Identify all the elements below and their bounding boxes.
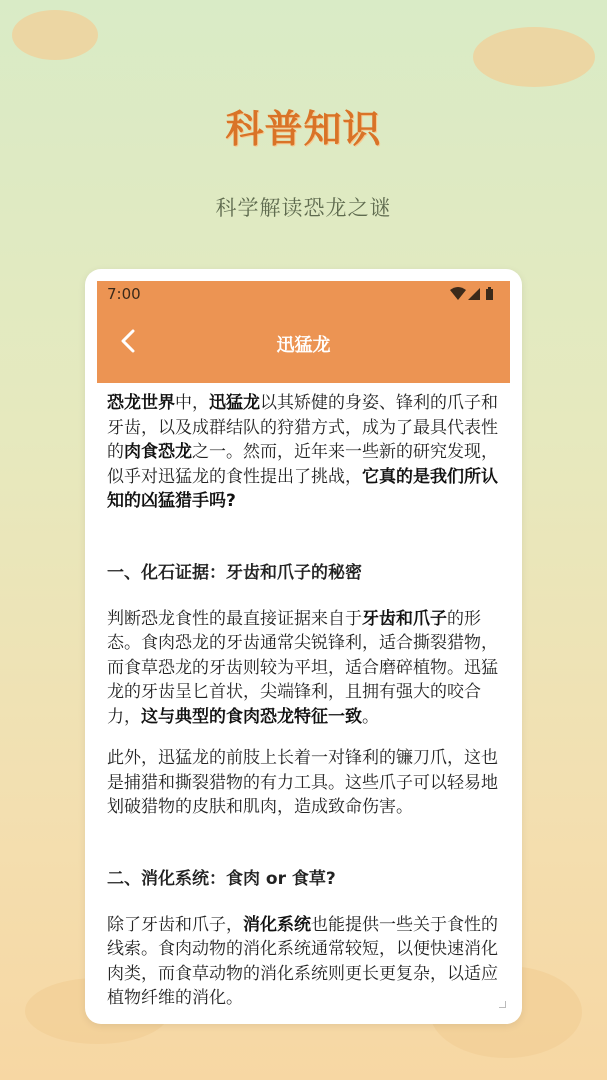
phone-screen: [97, 281, 510, 1012]
hero-title: 科普知识: [225, 107, 382, 151]
wifi-icon: [450, 287, 466, 300]
status-icons: [448, 286, 498, 302]
page-title: 迅猛龙: [276, 335, 331, 356]
section1-paragraph: 判断恐龙食性的最直接证据来自于牙齿和爪子的形态。食肉恐龙的牙齿通常尖锐锋利，适合撕裂猎物，而食草恐龙的牙齿则较为平坦，适合磨碎植物。迅猛龙的牙齿呈匕首状，尖端锋利，且拥有强大的咬合力，这与典型的食肉恐龙特征一致。: [107, 608, 498, 727]
status-bar: [97, 281, 510, 307]
intro-paragraph: 恐龙世界中，迅猛龙以其矫健的身姿、锋利的爪子和牙齿，以及成群结队的狩猎方式，成为了最具代表性的肉食恐龙之一。然而，近年来一些新的研究发现，似乎对迅猛龙的食性提出了挑战，它真的是我们所认知的凶猛猎手吗?: [107, 393, 498, 511]
status-time: 7:00: [107, 285, 141, 303]
section-heading: 一、化石证据：牙齿和爪子的秘密: [107, 562, 362, 583]
section-heading: 二、消化系统：食肉 or 食草?: [107, 868, 336, 889]
section1-paragraph-2: 此外，迅猛龙的前肢上长着一对锋利的镰刀爪，这也是捕猎和撕裂猎物的有力工具。这些爪子可以轻易地划破猎物的皮肤和肌肉，造成致命伤害。: [107, 748, 498, 817]
scroll-indicator: [499, 1001, 506, 1008]
section2-paragraph: 除了牙齿和爪子，消化系统也能提供一些关于食性的线索。食肉动物的消化系统通常较短，以便快速消化肉类，而食草动物的消化系统则更长更复杂，以适应植物纤维的消化。: [107, 914, 498, 1008]
hero-subtitle: 科学解读恐龙之谜: [215, 196, 392, 220]
signal-icon: [468, 288, 480, 300]
article-content: [107, 391, 502, 1011]
app-bar: [97, 307, 510, 383]
battery-icon: [486, 287, 493, 300]
phone-mockup: [85, 269, 522, 1024]
decor-blob: [473, 27, 595, 87]
decor-blob: [12, 10, 98, 60]
